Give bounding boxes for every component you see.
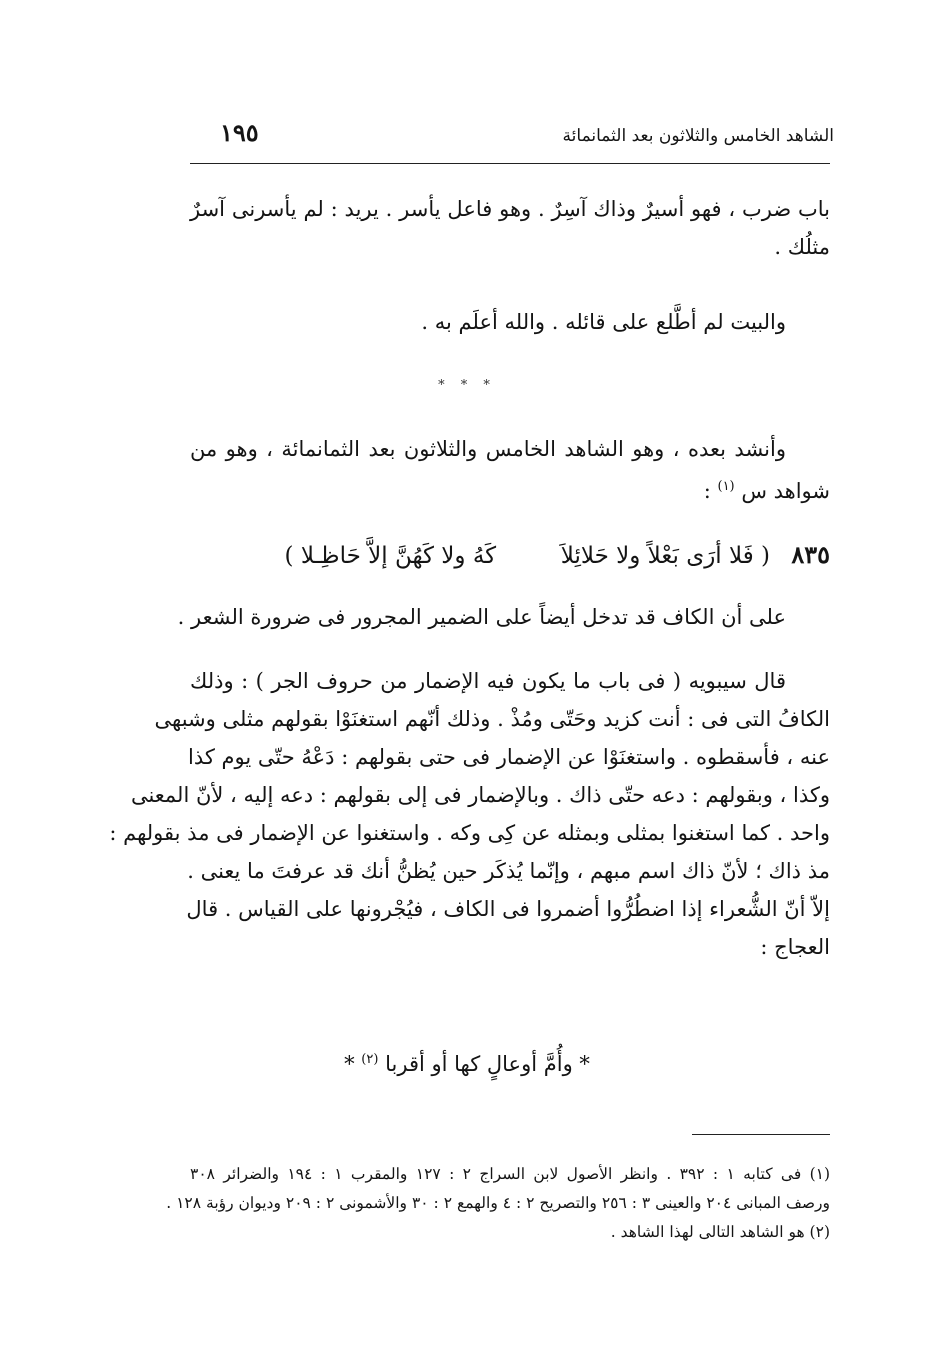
page-number: ١٩٥ <box>220 118 259 147</box>
star-mark: * <box>344 1052 355 1076</box>
footnote-ref: (١) <box>717 479 735 494</box>
verse-second-hemistich: كَهُ ولا كَهُنَّ إلاَّ حَاظِـلا ) <box>284 543 497 569</box>
star-mark: * <box>579 1052 590 1076</box>
intro-paragraph <box>190 190 830 266</box>
colon: : <box>703 479 711 503</box>
header-rule <box>190 163 830 164</box>
sibawayh-quote <box>109 662 830 966</box>
text-segment: شواهد س <box>741 479 830 503</box>
footnote-ref: (٢) <box>361 1052 379 1067</box>
text-line: وأنشد بعده ، وهو الشاهد الخامس والثلاثون بعد الثمانمائة ، وهو من <box>190 437 786 461</box>
text-line: مثلُك . <box>774 235 830 259</box>
text-line: العجاج : <box>760 935 830 959</box>
text-line: وكذا ، وبقولهم : دعه حتّى ذاك . وبالإضمار فى إلى بقولهم : دعه إليه ، لأنّ المعنى <box>130 783 830 807</box>
text-line: واحد . كما استغنوا بمثلى وبمثله عن كِى وكه . واستغنوا عن الإضمار فى مذ بقولهم : <box>109 821 830 845</box>
text-line: إلاّ أنّ الشُّعراء إذا اضطُرُّوا أضمروا فى الكاف ، فيُجْرونها على القياس . قال <box>186 897 830 921</box>
text-line: مذ ذاك ؛ لأنّ ذاك اسم مبهم ، وإنّما يُذكَر حين يُظنُّ أنك قد عرفتَ ما يعنى . <box>187 859 830 883</box>
running-title: الشاهد الخامس والثلاثون بعد الثمانمائة <box>562 126 834 146</box>
closing-remark <box>190 303 830 341</box>
footnotes <box>166 1160 831 1247</box>
footnote-line: ورصف المبانى ٢٠٤ والعينى ٣ : ٢٥٦ والتصريح ٢ : ٤ والهمع ٢ : ٣٠ والأشمونى ٢ : ٢٠٩ وديوان رؤبة ١٢٨ . <box>166 1194 830 1212</box>
rajaz-text: وأُمَّ أوعالٍ كها أو أقربا <box>385 1052 573 1076</box>
section-separator: * * * <box>438 378 496 393</box>
verse-number: ٨٣٥ <box>791 540 830 569</box>
verse-835 <box>190 540 830 569</box>
text-line: باب ضرب ، فهو أسيرٌ وذاك آسِرٌ . وهو فاعل يأسر . يريد : لم يأسرنى آسرٌ <box>190 197 830 221</box>
text-line: عنه ، فأسقطوه . واستغنَوْا عن الإضمار فى حتى بقولهم : دَعْهُ حتّى يوم كذا <box>188 745 830 769</box>
footnote-rule <box>692 1134 830 1135</box>
text-line: قال سيبويه ( فى باب ما يكون فيه الإضمار من حروف الجر ) : وذلك <box>190 669 786 693</box>
text-line: على أن الكاف قد تدخل أيضاً على الضمير المجرور فى ضرورة الشعر . <box>177 605 786 629</box>
explanation <box>177 598 830 636</box>
text-line: الكافُ التى فى : أنت كزيد وحَتّى ومُذْ . وذلك أنّهم استغنَوْا بقولهم مثلى وشبهى <box>154 707 830 731</box>
rajaz-line <box>0 1052 934 1076</box>
footnote-line: (٢) هو الشاهد التالى لهذا الشاهد . <box>610 1223 830 1241</box>
page-header <box>190 118 834 158</box>
text-line <box>190 468 830 510</box>
anshad-paragraph <box>190 430 830 510</box>
verse-first-hemistich: ( فَلا أرَى بَعْلاً ولا حَلائِلاَ <box>560 543 771 569</box>
footnote-line: (١) فى كتابه ١ : ٣٩٢ . وانظر الأصول لابن السراج ٢ : ١٢٧ والمقرب ١ : ١٩٤ والضرائر ٣٠٨ <box>190 1165 831 1183</box>
text-line: والبيت لم أطَّلع على قائله . والله أعلَم به . <box>421 310 786 334</box>
